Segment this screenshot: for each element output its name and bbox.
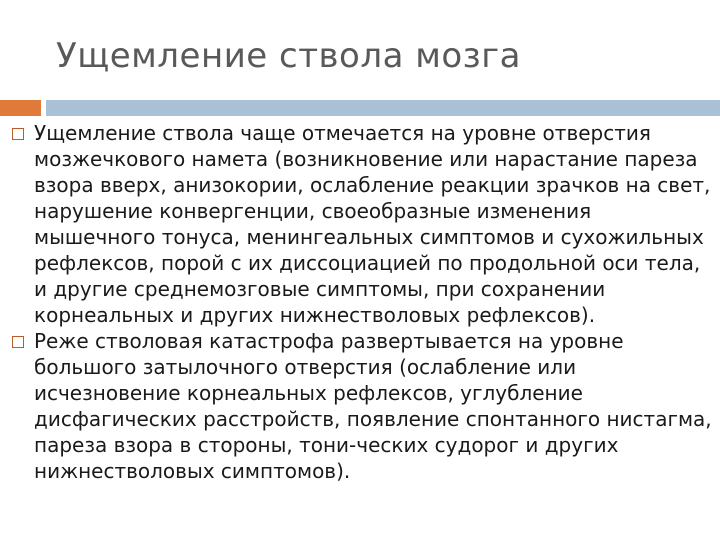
title-accent-bar-blue [46,100,720,116]
bullet-item [12,328,712,484]
title-accent-bar-orange [0,100,41,116]
bullet-text: Реже стволовая катастрофа развертывается на уровне большого затылочного отверстия (ослабление или исчезновение корнеальных рефлексов, углубление дисфагических расстройств, появление спонтанного нистагма, пареза взора в стороны, тони-ческих судорог и других нижнестволовых симптомов). [34,329,712,483]
square-bullet-icon [12,128,24,140]
bullet-text: Ущемление ствола чаще отмечается на уровне отверстия мозжечкового намета (возникновение или нарастание пареза взора вверх, анизокории, ослабление реакции зрачков на свет, нарушение конвергенции, своеобразные изменения мышечного тонуса, менингеальных симптомов и сухожильных рефлексов, порой с их диссоциацией по продольной оси тела, и другие среднемозговые симптомы, при сохранении корнеальных и других нижнестволовых рефлексов). [34,121,711,327]
slide-body [12,120,712,484]
slide-title: Ущемление ствола мозга [56,36,521,76]
bullet-item [12,120,712,328]
square-bullet-icon [12,336,24,348]
